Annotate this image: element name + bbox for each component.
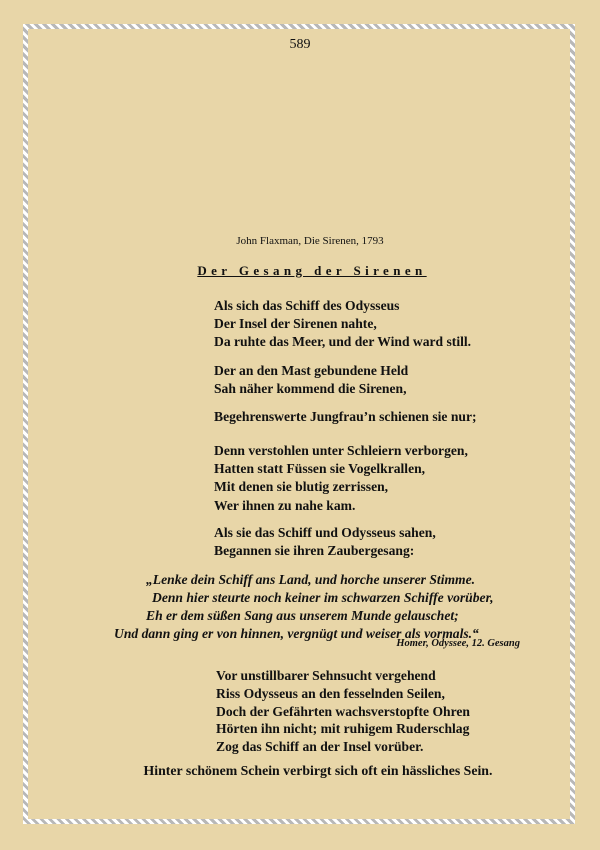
poem-title: Der Gesang der Sirenen: [197, 263, 427, 278]
stanza-4: [214, 442, 468, 515]
verse-line: Als sie das Schiff und Odysseus sahen,: [214, 525, 436, 540]
verse-line: Der Insel der Sirenen nahte,: [214, 316, 377, 332]
verse-line: Sah näher kommend die Sirenen,: [214, 381, 407, 397]
stanza-1: [214, 297, 471, 352]
quote-line: Eh er dem süßen Sang aus unserem Munde gelauschet;: [146, 608, 459, 623]
quote-attribution: Homer, Odyssee, 12. Gesang: [396, 638, 520, 649]
moral-line: Hinter schönem Schein verbirgt sich oft ein hässliches Sein.: [143, 763, 493, 778]
stanza-5: [214, 524, 436, 560]
verse-line: Denn verstohlen unter Schleiern verborgen,: [214, 443, 468, 458]
verse-line: Da ruhte das Meer, und der Wind ward still.: [214, 334, 472, 350]
verse-line: Hörten ihn nicht; mit ruhigem Ruderschlag: [216, 721, 470, 737]
verse-line: Zog das Schiff an der Insel vorüber.: [216, 739, 424, 755]
verse-line: Mit denen sie blutig zerrissen,: [214, 479, 389, 495]
image-caption: John Flaxman, Die Sirenen, 1793: [236, 235, 384, 247]
verse-line: Als sich das Schiff des Odysseus: [214, 298, 400, 313]
verse-line: Der an den Mast gebundene Held: [214, 363, 409, 378]
quote-line: „Lenke dein Schiff ans Land, und horche unserer Stimme.: [146, 572, 476, 587]
verse-line: Begehrenswerte Jungfrau’n schienen sie nur;: [214, 409, 477, 424]
closing-stanza: [216, 667, 470, 756]
verse-line: Wer ihnen zu nahe kam.: [214, 497, 356, 513]
verse-line: Begannen sie ihren Zaubergesang:: [214, 543, 415, 559]
page-number: 589: [289, 37, 311, 52]
verse-line: Vor unstillbarer Sehnsucht vergehend: [216, 668, 436, 683]
quote-line: Denn hier steurte noch keiner im schwarzen Schiffe vorüber,: [152, 590, 494, 605]
stanza-3: [214, 408, 477, 426]
stanza-2: [214, 362, 408, 398]
verse-line: Riss Odysseus an den fesselnden Seilen,: [216, 685, 445, 701]
quote-line: Und dann ging er von hinnen, vergnügt und weiser als vormals.“: [114, 626, 479, 641]
verse-line: Hatten statt Füssen sie Vogelkrallen,: [214, 461, 426, 477]
verse-line: Doch der Gefährten wachsverstopfte Ohren: [216, 703, 470, 719]
